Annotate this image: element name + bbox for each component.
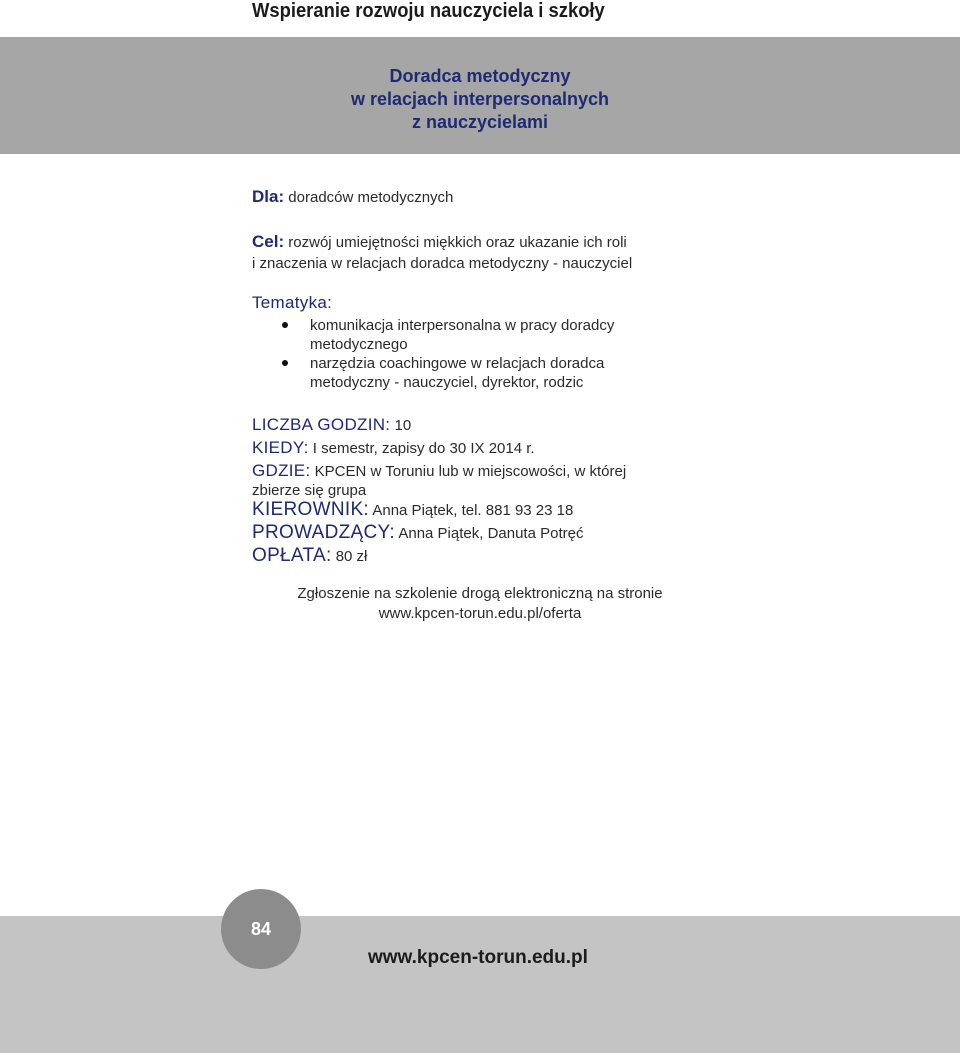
audience-value: doradców metodycznych <box>288 189 454 206</box>
fee-label: OPŁATA: <box>252 545 332 566</box>
course-title-line-2: w relacjach interpersonalnych <box>350 89 610 109</box>
bullet-icon <box>282 322 288 328</box>
topic-1-line-1: komunikacja interpersonalna w pracy doradcy <box>310 317 615 334</box>
page-number-badge <box>221 889 301 969</box>
hours-label: LICZBA GODZIN: <box>252 415 391 434</box>
instructors-row <box>252 523 583 543</box>
section-title: Wspieranie rozwoju nauczyciela i szkoły <box>252 0 605 22</box>
registration-note: Zgłoszenie na szkolenie drogą elektroniczną na stronie <box>297 585 663 602</box>
audience-row <box>252 187 453 207</box>
goal-label: Cel: <box>252 232 285 251</box>
where-label: GDZIE: <box>252 461 311 480</box>
hours-value: 10 <box>394 417 412 434</box>
course-title-line-3: z nauczycielami <box>411 112 549 132</box>
course-title-banner <box>0 37 960 154</box>
footer-bar <box>0 916 960 1053</box>
when-value: I semestr, zapisy do 30 IX 2014 r. <box>312 440 535 457</box>
topic-2-line-2: metodyczny - nauczyciel, dyrektor, rodzic <box>310 374 584 391</box>
goal-line-1: rozwój umiejętności miękkich oraz ukazanie ich roli <box>288 234 627 251</box>
goal-row <box>252 232 627 252</box>
fee-row <box>252 546 367 566</box>
page-number: 84 <box>250 918 272 939</box>
where-row <box>252 461 626 481</box>
where-value-continued: zbierze się grupa <box>252 482 367 499</box>
audience-label: Dla: <box>252 187 285 206</box>
course-title-line-1: Doradca metodyczny <box>389 66 571 86</box>
instructors-value: Anna Piątek, Danuta Potręć <box>398 525 584 542</box>
goal-line-2: i znaczenia w relacjach doradca metodyczny - nauczyciel <box>252 255 633 272</box>
where-value: KPCEN w Toruniu lub w miejscowości, w której <box>314 463 627 480</box>
manager-value: Anna Piątek, tel. 881 93 23 18 <box>372 502 574 519</box>
manager-label: KIEROWNIK: <box>252 499 370 520</box>
hours-row <box>252 415 411 435</box>
footer-website-link[interactable]: www.kpcen-torun.edu.pl <box>368 947 588 968</box>
manager-row <box>252 500 573 520</box>
bullet-icon <box>282 360 288 366</box>
registration-link[interactable]: www.kpcen-torun.edu.pl/oferta <box>378 605 582 622</box>
topic-2-line-1: narzędzia coachingowe w relacjach doradca <box>310 355 605 372</box>
topic-1-line-2: metodycznego <box>310 336 408 353</box>
fee-value: 80 zł <box>335 548 368 565</box>
when-label: KIEDY: <box>252 438 309 457</box>
topics-heading: Tematyka: <box>252 293 333 312</box>
instructors-label: PROWADZĄCY: <box>252 522 395 543</box>
when-row <box>252 438 535 458</box>
